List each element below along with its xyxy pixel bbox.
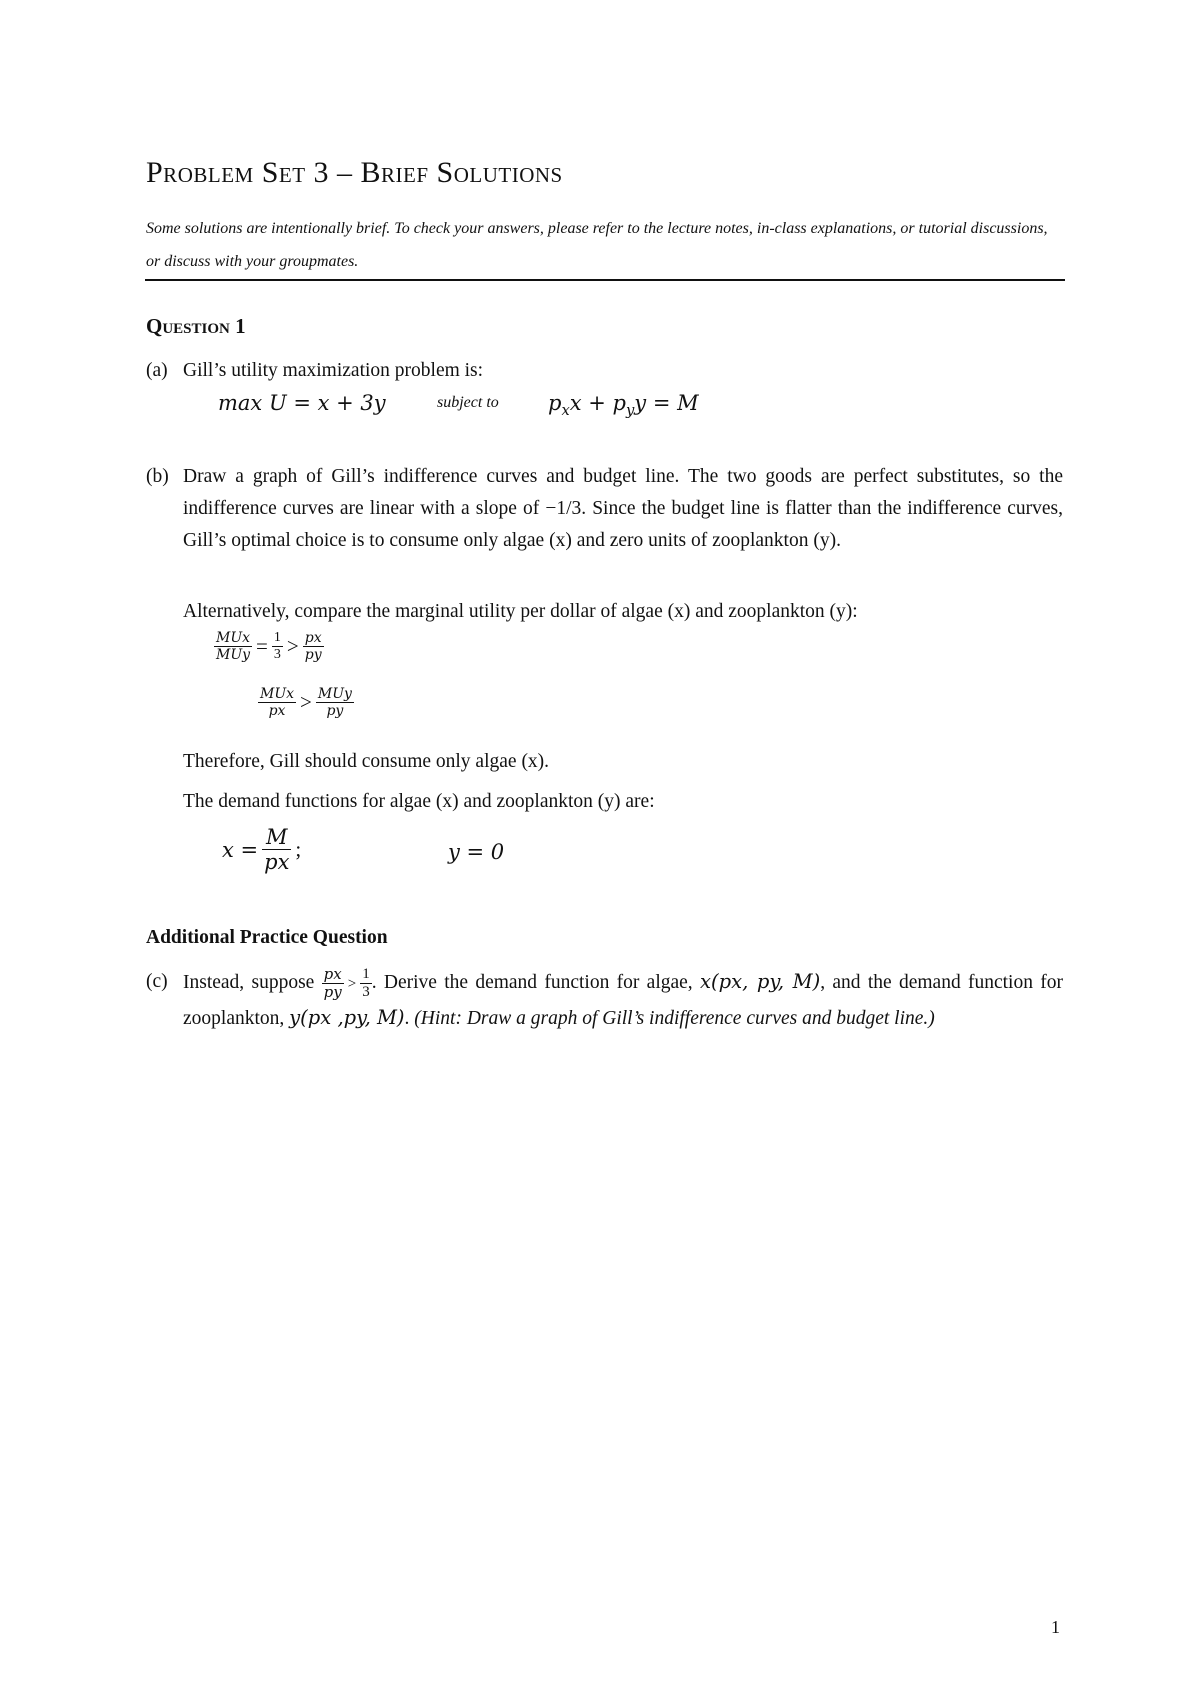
additional-practice-heading: Additional Practice Question	[146, 927, 388, 948]
demand-function-x: x = $\frac{M}{px}$ ;	[222, 825, 302, 875]
part-b-paragraph-4: The demand functions for algae (x) and zooplankton (y) are:	[183, 791, 655, 812]
demand-function-y: y = 0	[448, 840, 505, 864]
intro-note: Some solutions are intentionally brief. To check your answers, please refer to the lecture notes, in-class explanations, or tutorial discussions, or discuss with your groupmates.	[146, 220, 1048, 270]
part-b-paragraph-2: Alternatively, compare the marginal utility per dollar of algae (x) and zooplankton (y):	[183, 601, 858, 622]
header-divider	[145, 279, 1065, 281]
subject-to-label: subject to	[437, 394, 499, 411]
part-a-text: Gill’s utility maximization problem is:	[183, 360, 484, 381]
mu-ratio-inequality: $\frac{\text{MUx}}{\text{MUy}}$ = $\frac{1}{3}$ > $\frac{px}{py}$	[216, 630, 322, 664]
part-c-text: Instead, suppose $\frac{px}{py}$ > $\frac{1}{3}$ . Derive the demand function for algae, x(px, py, M), and the demand function for zooplankton, y(px ,py, M). (Hint: Draw a graph of Gill’s indifference curves and budget line.)	[183, 965, 1064, 1029]
utility-objective: max U = x + 3y	[218, 391, 386, 415]
part-b-paragraph-1: Draw a graph of Gill’s indifference curves and budget line. The two goods are perfect substitutes, so the indifference curves are linear with a slope of −1/3. Since the budget line is flatter than the indifference curves, Gill’s optimal choice is to consume only algae (x) and zero units of zooplankton (y).	[183, 466, 1063, 551]
page-number: 1	[1051, 1617, 1060, 1637]
part-a-label: (a)	[146, 360, 168, 381]
mu-per-dollar-inequality: $\frac{\text{MUx}}{px}$ > $\frac{\text{MUy}}{py}$	[260, 686, 352, 720]
part-b-label: (b)	[146, 466, 169, 487]
part-b-paragraph-3: Therefore, Gill should consume only algae (x).	[183, 751, 550, 772]
part-c-label: (c)	[146, 971, 168, 992]
budget-constraint: $p_xx + p_yy = M$	[548, 391, 699, 420]
page-title: Problem Set 3 – Brief Solutions	[146, 156, 563, 189]
question-1-heading: Question 1	[146, 314, 246, 338]
